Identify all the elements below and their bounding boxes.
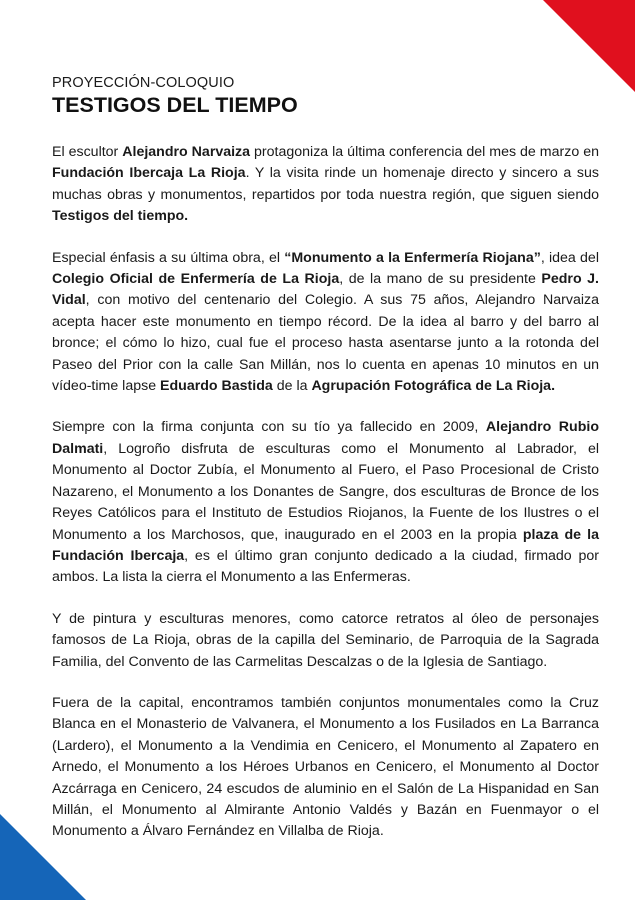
paragraph-text: Especial énfasis a su última obra, el: [52, 249, 285, 266]
emphasis-text: plaza de la Fundación Ibercaja: [52, 526, 599, 564]
paragraph-text: , idea del: [540, 249, 599, 266]
paragraph-text: , es el último gran conjunto dedicado a la ciudad, firmado por ambos. La lista la cierra el Monumento a las Enfermeras.: [52, 547, 600, 586]
paragraph-1: [52, 142, 599, 228]
section-kicker: PROYECCIÓN-COLOQUIO: [52, 75, 235, 91]
emphasis-text: Fundación Ibercaja La Rioja: [52, 165, 246, 182]
emphasis-text: Testigos del tiempo.: [52, 208, 189, 225]
emphasis-text: Eduardo Bastida: [160, 378, 273, 395]
paragraph-4: [52, 609, 599, 673]
paragraph-text: Siempre con la firma conjunta con su tío ya fallecido en 2009,: [52, 419, 486, 436]
emphasis-text: Pedro J. Vidal: [52, 271, 600, 309]
body-text: [52, 142, 599, 863]
paragraph-text: de la: [272, 378, 312, 395]
paragraph-3: [52, 417, 599, 588]
paragraph-text: Y de pintura y esculturas menores, como catorce retratos al óleo de personajes famosos de La Rioja, obras de la capilla del Seminario, de Parroquia de la Sagrada Familia, del Convento de las Carmelitas Descalzas o de la Iglesia de Santiago.: [52, 610, 599, 670]
emphasis-text: Colegio Oficial de Enfermería de La Rioja: [52, 271, 340, 288]
paragraph-text: , Logroño disfruta de esculturas como el Monumento al Labrador, el Monumento al Doctor Zubía, el Monumento al Fuero, el Paso Procesional de Cristo Nazareno, el Monumento a los Donantes de Sangre, dos esculturas de Bronce de los Reyes Católicos para el Instituto de Estudios Riojanos, la Fuente de los Ilustres o el Monumento a los Marchosos, que, inaugurado en el 2003 en la propia: [52, 440, 599, 543]
paragraph-text: , con motivo del centenario del Colegio. A sus 75 años, Alejandro Narvaiza acepta hacer este monumento en tiempo récord. De la idea al barro y del barro al bronce; el cómo lo hizo, cual fue el proceso hasta asentarse junto a la rotonda del Paseo del Prior con la calle San Millán, nos lo cuenta en apenas 10 minutos en un vídeo-time lapse: [52, 292, 599, 395]
paragraph-text: El escultor: [52, 144, 123, 160]
paragraph-text: , de la mano de su presidente: [339, 271, 542, 288]
page-title: TESTIGOS DEL TIEMPO: [52, 93, 298, 117]
paragraph-text: Fuera de la capital, encontramos también conjuntos monumentales como la Cruz Blanca en el Monasterio de Valvanera, el Monumento a los Fusilados en La Barranca (Lardero), el Monumento a la Vendimia en Cenicero, el Monumento al Zapatero en Arnedo, el Monumento a los Héroes Urbanos en Cenicero, el Monumento al Doctor Azcárraga en Cenicero, 24 escudos de aluminio en el Salón de La Hispanidad en San Millán, el Monumento al Almirante Antonio Valdés y Bazán en Fuenmayor o el Monumento a Álvaro Fernández en Villalba de Rioja.: [52, 694, 599, 840]
red-corner-decoration: [543, 0, 635, 92]
paragraph-5: [52, 693, 599, 843]
paragraph-2: [52, 248, 599, 398]
paragraph-text: protagoniza la última conferencia del mes de marzo en: [250, 144, 599, 160]
emphasis-text: “Monumento a la Enfermería Riojana”: [284, 249, 541, 266]
emphasis-text: Alejandro Narvaiza: [122, 144, 251, 160]
emphasis-text: Agrupación Fotográfica de La Rioja.: [311, 378, 556, 395]
paragraph-text: . Y la visita rinde un homenaje directo y sincero a sus muchas obras y monumentos, repartidos por toda nuestra región, que siguen siendo: [52, 165, 600, 203]
emphasis-text: Alejandro Rubio Dalmati: [52, 419, 599, 457]
